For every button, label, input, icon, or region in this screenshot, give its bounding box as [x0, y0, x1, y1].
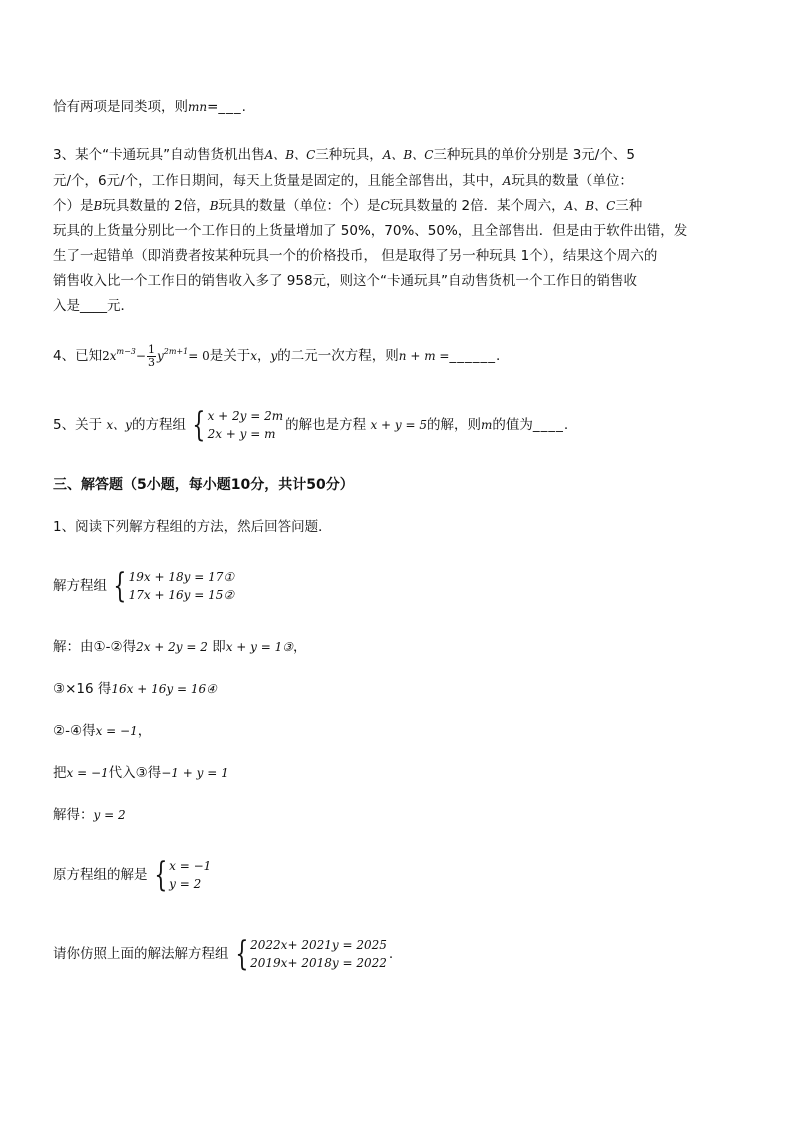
var-mn: mn: [188, 100, 208, 114]
section-heading: 三、解答题（5小题，每小题10分，共计50分）: [53, 477, 354, 493]
answer-blank: ______: [449, 348, 496, 364]
solution-line: 原方程组的解是 { x = −1 y = 2: [53, 855, 212, 895]
fraction-one-third: $\frac{1}{3}$: [147, 342, 155, 369]
equation-system: { x + 2y = 2m 2x + y = m: [192, 405, 284, 445]
given-system-line: 解方程组 { 19x + 18y = 17① 17x + 16y = 15②: [53, 566, 235, 606]
q3-line-2: 元/个，6元/个，工作日期间，每天上货量是固定的，且能全部售出，其中，A玩具的数量（单位：: [53, 173, 633, 189]
q5-line: 5、关于 x、y的方程组 { x + 2y = 2m 2x + y = m 的解也是方程 x + y = 5的解，则m的值为____.: [53, 405, 569, 445]
q3-line-6: 销售收入比一个工作日的销售收入多了 958元，则这个“卡通玩具”自动售货机一个工作日的销售收: [53, 273, 638, 289]
step-3: ②-④得x = −1，: [53, 723, 152, 739]
step-4: 把x = −1代入③得−1 + y = 1: [53, 765, 229, 781]
equation-system: { x = −1 y = 2: [153, 855, 212, 895]
answer-blank: ___: [218, 99, 242, 115]
q3-line-7: 入是____元．: [53, 298, 134, 314]
step-5: 解得：y = 2: [53, 807, 126, 823]
task-line: 请你仿照上面的解法解方程组 { 2022x+ 2021y = 2025 2019x+ 2018y = 2022 .: [53, 934, 394, 974]
q2-tail-line: 恰有两项是同类项，则mn=___.: [53, 99, 246, 115]
problem-1-intro: 1、阅读下列解方程组的方法，然后回答问题．: [53, 519, 332, 535]
q3-line-4: 玩具的上货量分别比一个工作日的上货量增加了 50%，70%、50%，且全部售出．但是由于软件出错，发: [53, 223, 688, 239]
step-1: 解：由①-②得2x + 2y = 2 即x + y = 1③，: [53, 639, 307, 655]
answer-blank: ____: [532, 417, 564, 433]
q3-line-3: 个）是B玩具数量的 2倍，B玩具的数量（单位：个）是C玩具数量的 2倍．某个周六，A、B、C三种: [53, 198, 643, 214]
equation-system: { 19x + 18y = 17① 17x + 16y = 15②: [113, 566, 235, 606]
equation-system: { 2022x+ 2021y = 2025 2019x+ 2018y = 2022: [234, 934, 387, 974]
q3-line-5: 生了一起错单（即消费者按某种玩具一个的价格投币， 但是取得了另一种玩具 1个），结果这个周六的: [53, 248, 658, 264]
q4-line: 4、已知$2x^{m-3}-$ $\frac{1}{3}$ $y^{2m+1}= 0$是关于x，y的二元一次方程，则n + m =______.: [53, 342, 501, 369]
step-2: ③×16 得16x + 16y = 16④: [53, 681, 217, 697]
q3-line-1: 3、某个“卡通玩具”自动售货机出售A、B、C三种玩具，A、B、C三种玩具的单价分别是 3元/个、5: [53, 147, 635, 163]
